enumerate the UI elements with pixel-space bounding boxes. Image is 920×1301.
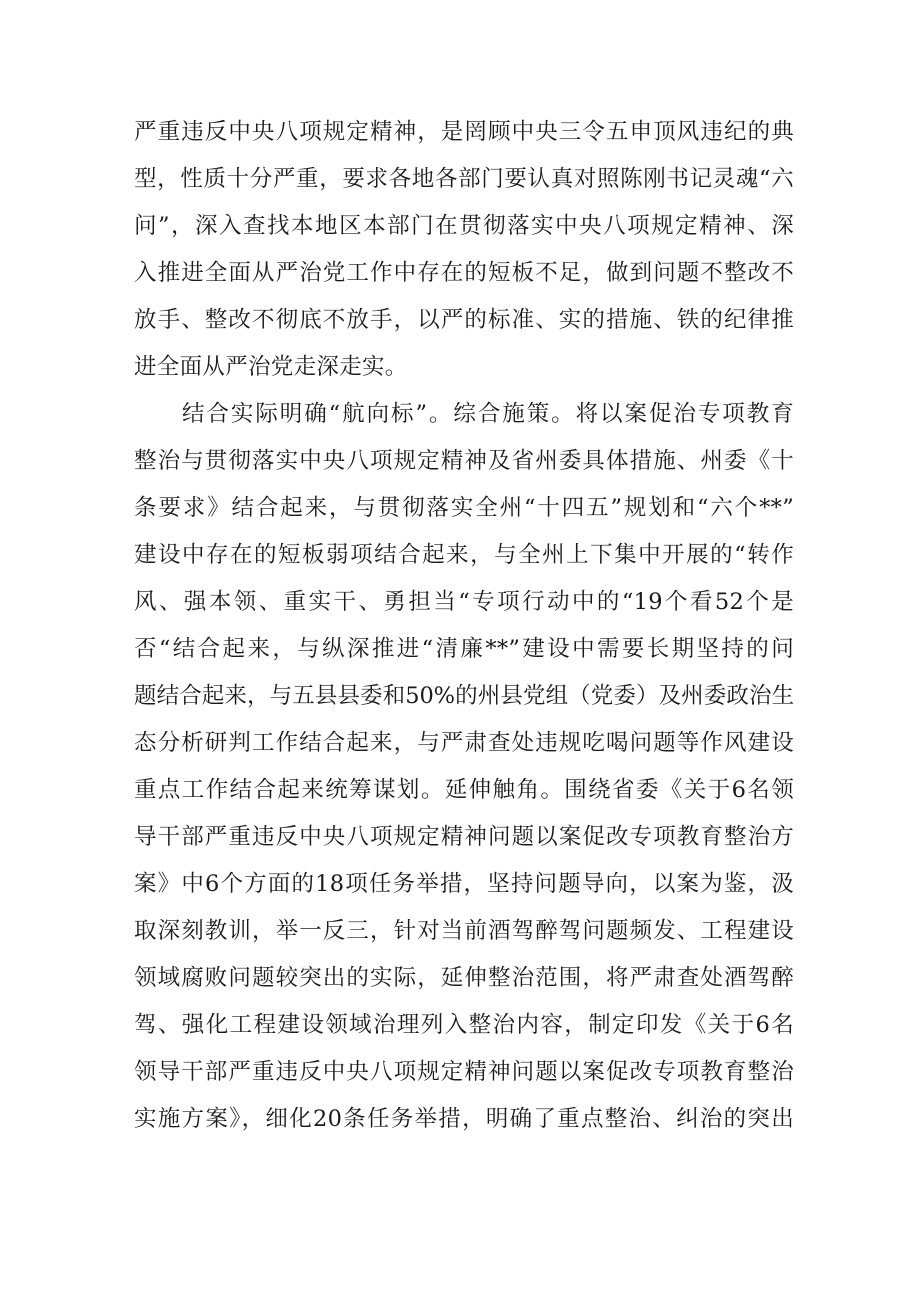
text-line: 结合实际明确“航向标”。综合施策。将以案促治专项教育 <box>182 401 794 427</box>
text-line: 型，性质十分严重，要求各地各部门要认真对照陈刚书记灵魂“六 <box>134 166 794 192</box>
text-line: 驾、强化工程建设领域治理列入整治内容，制定印发《关于6名 <box>134 1012 794 1038</box>
text-line: 题结合起来，与五县县委和50%的州县党组（党委）及州委政治生 <box>134 683 794 709</box>
text-line: 重点工作结合起来统筹谋划。延伸触角。围绕省委《关于6名领 <box>134 777 794 803</box>
text-line: 建设中存在的短板弱项结合起来，与全州上下集中开展的“转作 <box>134 542 794 568</box>
text-line: 整治与贯彻落实中央八项规定精神及省州委具体措施、州委《十 <box>134 448 794 474</box>
text-line: 取深刻教训，举一反三，针对当前酒驾醉驾问题频发、工程建设 <box>134 918 794 944</box>
text-line: 领域腐败问题较突出的实际，延伸整治范围，将严肃查处酒驾醉 <box>134 965 794 991</box>
text-line: 放手、整改不彻底不放手，以严的标准、实的措施、铁的纪律推 <box>134 307 794 333</box>
text-line: 导干部严重违反中央八项规定精神问题以案促改专项教育整治方 <box>134 824 794 850</box>
text-line: 进全面从严治党走深走实。 <box>134 354 408 380</box>
text-line: 严重违反中央八项规定精神，是罔顾中央三令五申顶风违纪的典 <box>134 119 794 145</box>
text-line: 态分析研判工作结合起来，与严肃查处违规吃喝问题等作风建设 <box>134 730 794 756</box>
text-line: 入推进全面从严治党工作中存在的短板不足，做到问题不整改不 <box>134 260 794 286</box>
text-line: 实施方案》，细化20条任务举措，明确了重点整治、纠治的突出 <box>134 1106 794 1132</box>
text-line: 风、强本领、重实干、勇担当“专项行动中的“19个看52个是 <box>134 589 794 615</box>
text-line: 问”，深入查找本地区本部门在贯彻落实中央八项规定精神、深 <box>134 213 794 239</box>
text-line: 领导干部严重违反中央八项规定精神问题以案促改专项教育整治 <box>134 1059 794 1085</box>
text-line: 案》中6个方面的18项任务举措，坚持问题导向，以案为鉴，汲 <box>134 871 794 897</box>
text-line: 条要求》结合起来，与贯彻落实全州“十四五”规划和“六个**” <box>134 495 794 521</box>
text-line: 否“结合起来，与纵深推进“清廉**”建设中需要长期坚持的问 <box>134 636 794 662</box>
